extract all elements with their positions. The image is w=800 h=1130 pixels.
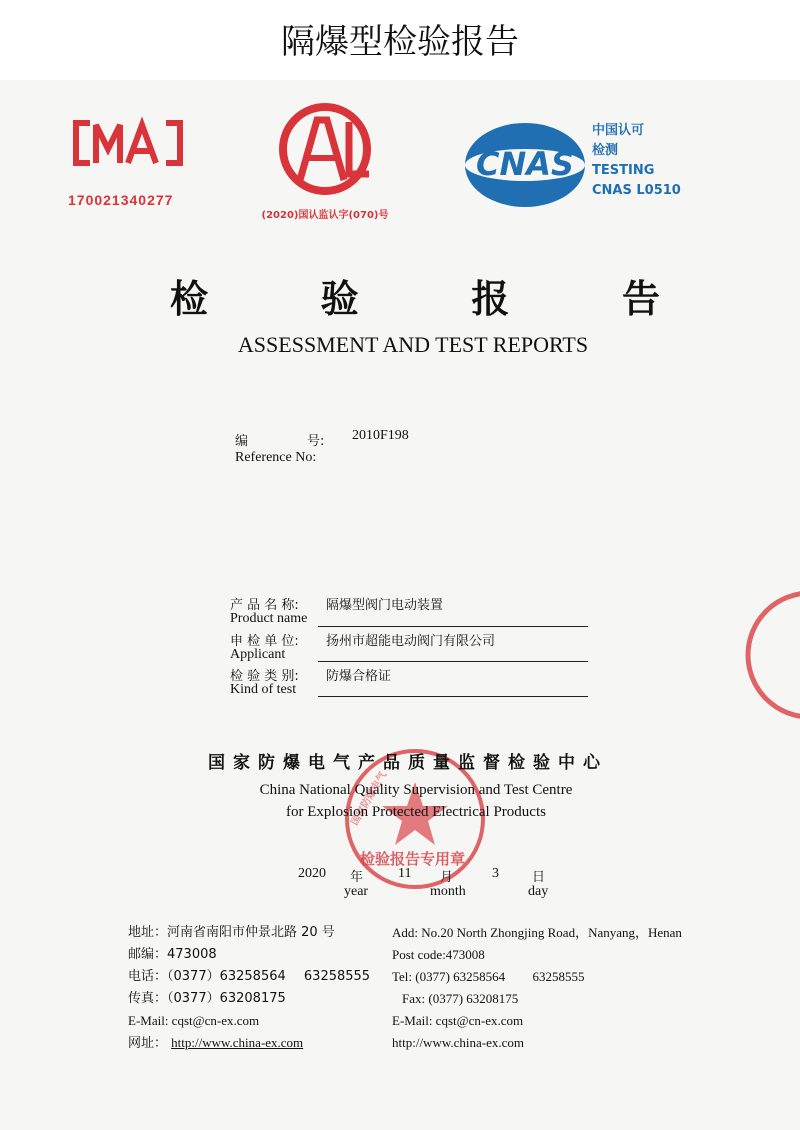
reference-value: 2010F198 (352, 428, 409, 443)
contact-en (392, 922, 682, 1054)
cma-logo (68, 115, 188, 215)
report-title-en: ASSESSMENT AND TEST REPORTS (237, 332, 589, 357)
phone-zh-b: 63258555 (303, 969, 371, 984)
cnas-line4: CNAS L0510 (592, 183, 681, 198)
date-year-en: year (344, 884, 369, 899)
date-year: 2020 (298, 866, 326, 881)
date-year-zh: 年 (350, 870, 364, 885)
fax-en: Fax: (0377) 63208175 (402, 991, 519, 1006)
cnas-mark-icon (460, 115, 590, 215)
applicant-label-en: Applicant (230, 647, 286, 662)
kind-of-test-value: 防爆合格证 (326, 669, 392, 684)
product-name-underline (318, 626, 588, 627)
web-zh-label: 网址： (128, 1036, 168, 1051)
centre-name-en-1: China National Quality Supervision and Test Centre (259, 782, 573, 798)
kind-of-test-label: 检 验 类 别: (230, 669, 299, 684)
stamp-bottom-text: 检验报告专用章 (360, 850, 466, 868)
cnas-line3: TESTING (592, 163, 655, 178)
cma-mark-icon (68, 115, 188, 175)
kind-of-test-label-en: Kind of test (230, 682, 297, 697)
phone-en-a: Tel: (0377) 63258564 (392, 969, 506, 984)
date-month: 11 (398, 866, 412, 881)
postcode-zh: 邮编：473008 (128, 947, 217, 962)
cnas-logo (460, 115, 700, 225)
cal-mark-icon (245, 102, 405, 197)
email-zh: E-Mail: cqst@cn-ex.com (128, 1013, 260, 1028)
web-en[interactable]: http://www.china-ex.com (392, 1035, 525, 1050)
cal-logo (245, 102, 405, 222)
postcode-en: Post code:473008 (392, 947, 485, 962)
contact-zh (128, 922, 370, 1055)
title-char-3: 报 (471, 277, 510, 321)
reference-label-zh (235, 430, 335, 449)
date-day-en: day (528, 884, 549, 899)
applicant-label: 申 检 单 位: (230, 634, 299, 649)
product-name-value: 隔爆型阀门电动装置 (326, 598, 444, 613)
phone-en (392, 966, 682, 988)
applicant-value: 扬州市超能电动阀门有限公司 (326, 634, 496, 649)
product-name-label: 产 品 名 称: (230, 598, 299, 613)
reference-label-en: Reference No: (235, 450, 317, 465)
report-title-zh (170, 268, 660, 323)
web-zh-link[interactable]: http://www.china-ex.com (171, 1035, 304, 1050)
date-month-en: month (430, 884, 466, 899)
report-cover (0, 80, 800, 1130)
title-char-2: 验 (320, 277, 359, 321)
page-title: 隔爆型检验报告 (281, 22, 519, 62)
date-day-zh: 日 (532, 870, 546, 885)
cal-caption: (2020)国认监认字(070)号 (261, 210, 389, 221)
centre-name-en-2: for Explosion Protected Electrical Products (286, 804, 546, 820)
centre-name-zh: 国家防爆电气产品质量监督检验中心 (208, 753, 608, 773)
web-zh (128, 1032, 370, 1055)
phone-zh (128, 966, 370, 988)
cma-code: 170021340277 (68, 192, 174, 208)
phone-en-b: 63258555 (532, 969, 585, 984)
cnas-line2: 检测 (592, 143, 619, 158)
address-en: Add: No.20 North Zhongjing Road，Nanyang，Henan (392, 925, 682, 940)
applicant-underline (318, 661, 588, 662)
kind-of-test-underline (318, 696, 588, 697)
reference-label-a: 编 (235, 434, 249, 449)
reference-label-b: 号: (307, 434, 325, 449)
date-month-zh: 月 (440, 870, 454, 885)
title-char-1: 检 (170, 277, 209, 321)
date-day: 3 (492, 866, 499, 881)
address-zh: 地址：河南省南阳市仲景北路 20 号 (128, 925, 335, 940)
fax-zh: 传真：（0377）63208175 (128, 991, 286, 1006)
product-name-label-en: Product name (230, 611, 308, 626)
title-char-4: 告 (621, 277, 660, 321)
side-stamp (740, 580, 800, 730)
email-en: E-Mail: cqst@cn-ex.com (392, 1013, 524, 1028)
svg-text:CNAS: CNAS (475, 145, 575, 183)
stamp-side-text: 国家防爆电气 (349, 770, 389, 828)
cnas-line1: 中国认可 (592, 123, 645, 138)
cnas-text (592, 121, 681, 201)
phone-zh-a: 电话：（0377）63258564 (128, 969, 286, 984)
